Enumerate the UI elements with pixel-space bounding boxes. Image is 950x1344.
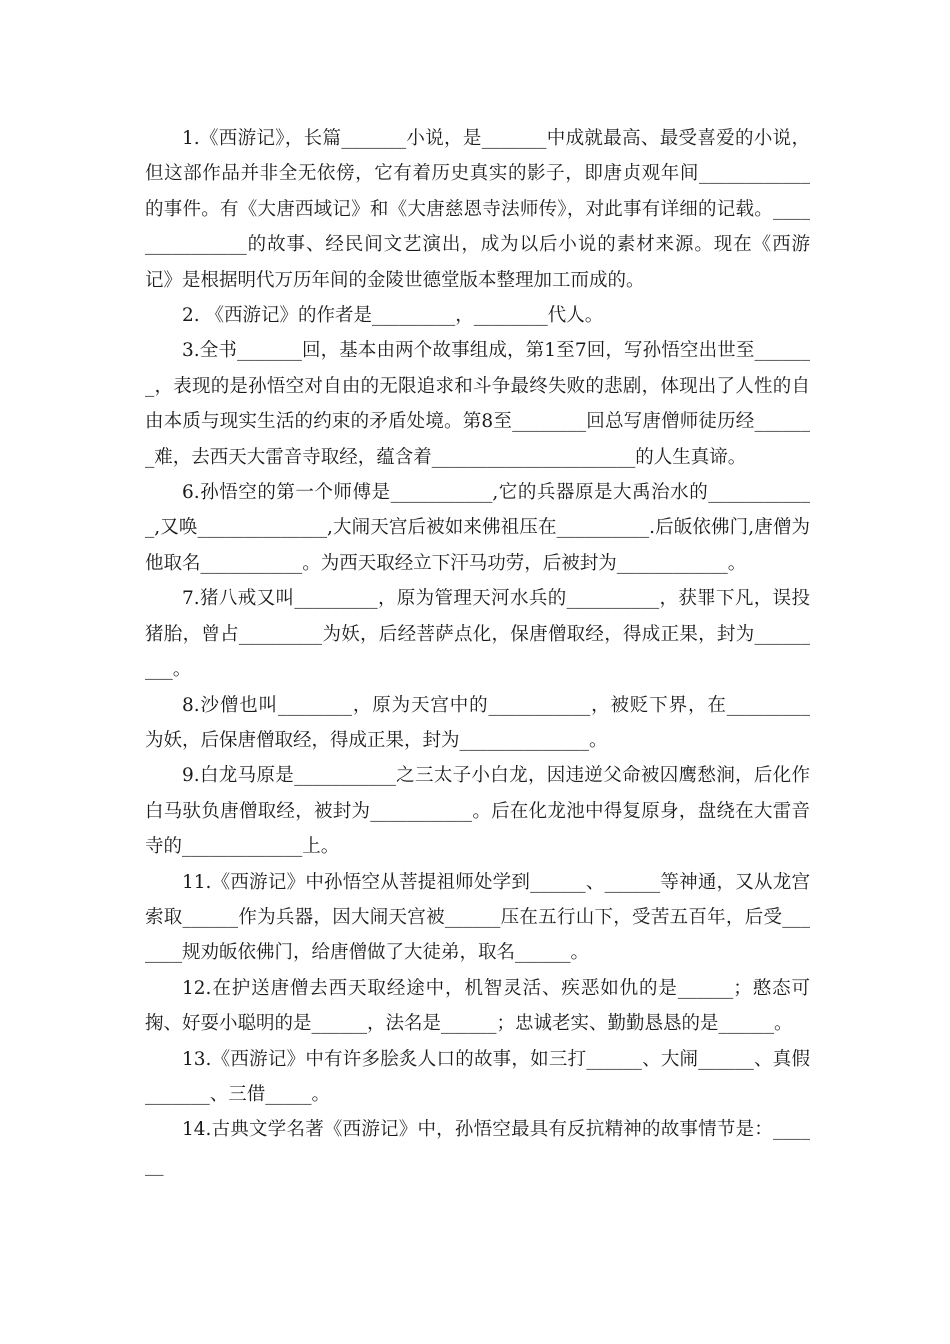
document-body (145, 121, 810, 1183)
question-2: 2. 《西游记》的作者是_________，________代人。 (182, 305, 604, 327)
question-8: 8.沙僧也叫________，原为天宫中的___________，被贬下界，在_________为妖，后保唐僧取经，得成正果，封为______________。 (145, 694, 810, 751)
question-1: 1.《西游记》，长篇_______小说，是_______中成就最高、最受喜爱的小说，但这部作品并非全无依傍，它有着历史真实的影子，即唐贞观年间____________的事件。有《大唐西域记》和《大唐慈恩寺法师传》，对此事有详细的记载。_______________的故事、经民间文艺演出，成为以后小说的素材来源。现在《西游记》是根据明代万历年间的金陵世德堂版本整理加工而成的。 (145, 128, 810, 291)
question-14: 14.古典文学名著《西游记》中，孙悟空最具有反抗精神的故事情节是：______ (145, 1119, 810, 1176)
question-9: 9.白龙马原是___________之三太子小白龙，因违逆父命被囚鹰愁涧，后化作白马驮负唐僧取经，被封为___________。后在化龙池中得复原身，盘绕在大雷音寺的_____________上。 (145, 765, 810, 858)
question-7: 7.猪八戒又叫_________，原为管理天河水兵的__________，获罪下凡，误投猪胎，曾占_________为妖，后经菩萨点化，保唐僧取经，得成正果，封为_________。 (145, 588, 810, 681)
question-13: 13.《西游记》中有许多脍炙人口的故事，如三打______、大闹______、真假_______、三借_____。 (145, 1048, 810, 1105)
question-6: 6.孙悟空的第一个师傅是___________,它的兵器原是大禹治水的____________,又唤______________,大闹天宫后被如来佛祖压在__________.后皈依佛门,唐僧为他取名___________。为西天取经立下汗马功劳，后被封为____________。 (145, 482, 810, 574)
question-3: 3.全书_______回，基本由两个故事组成，第1至7回，写孙悟空出世至_______，表现的是孙悟空对自由的无限追求和斗争最终失败的悲剧，体现出了人性的自由本质与现实生活的约束的矛盾处境。第8至________回总写唐僧师徒历经_______难，去西天大雷音寺取经，蕴含着______________________的人生真谛。 (145, 340, 810, 468)
question-12: 12.在护送唐僧去西天取经途中，机智灵活、疾恶如仇的是______；憨态可掬、好耍小聪明的是______，法名是______；忠诚老实、勤勤恳恳的是______。 (145, 977, 810, 1035)
question-11: 11.《西游记》中孙悟空从菩提祖师处学到______、______等神通，又从龙宫索取______作为兵器，因大闹天宫被______压在五行山下，受苦五百年，后受_______规劝皈依佛门，给唐僧做了大徒弟，取名______。 (145, 871, 810, 964)
